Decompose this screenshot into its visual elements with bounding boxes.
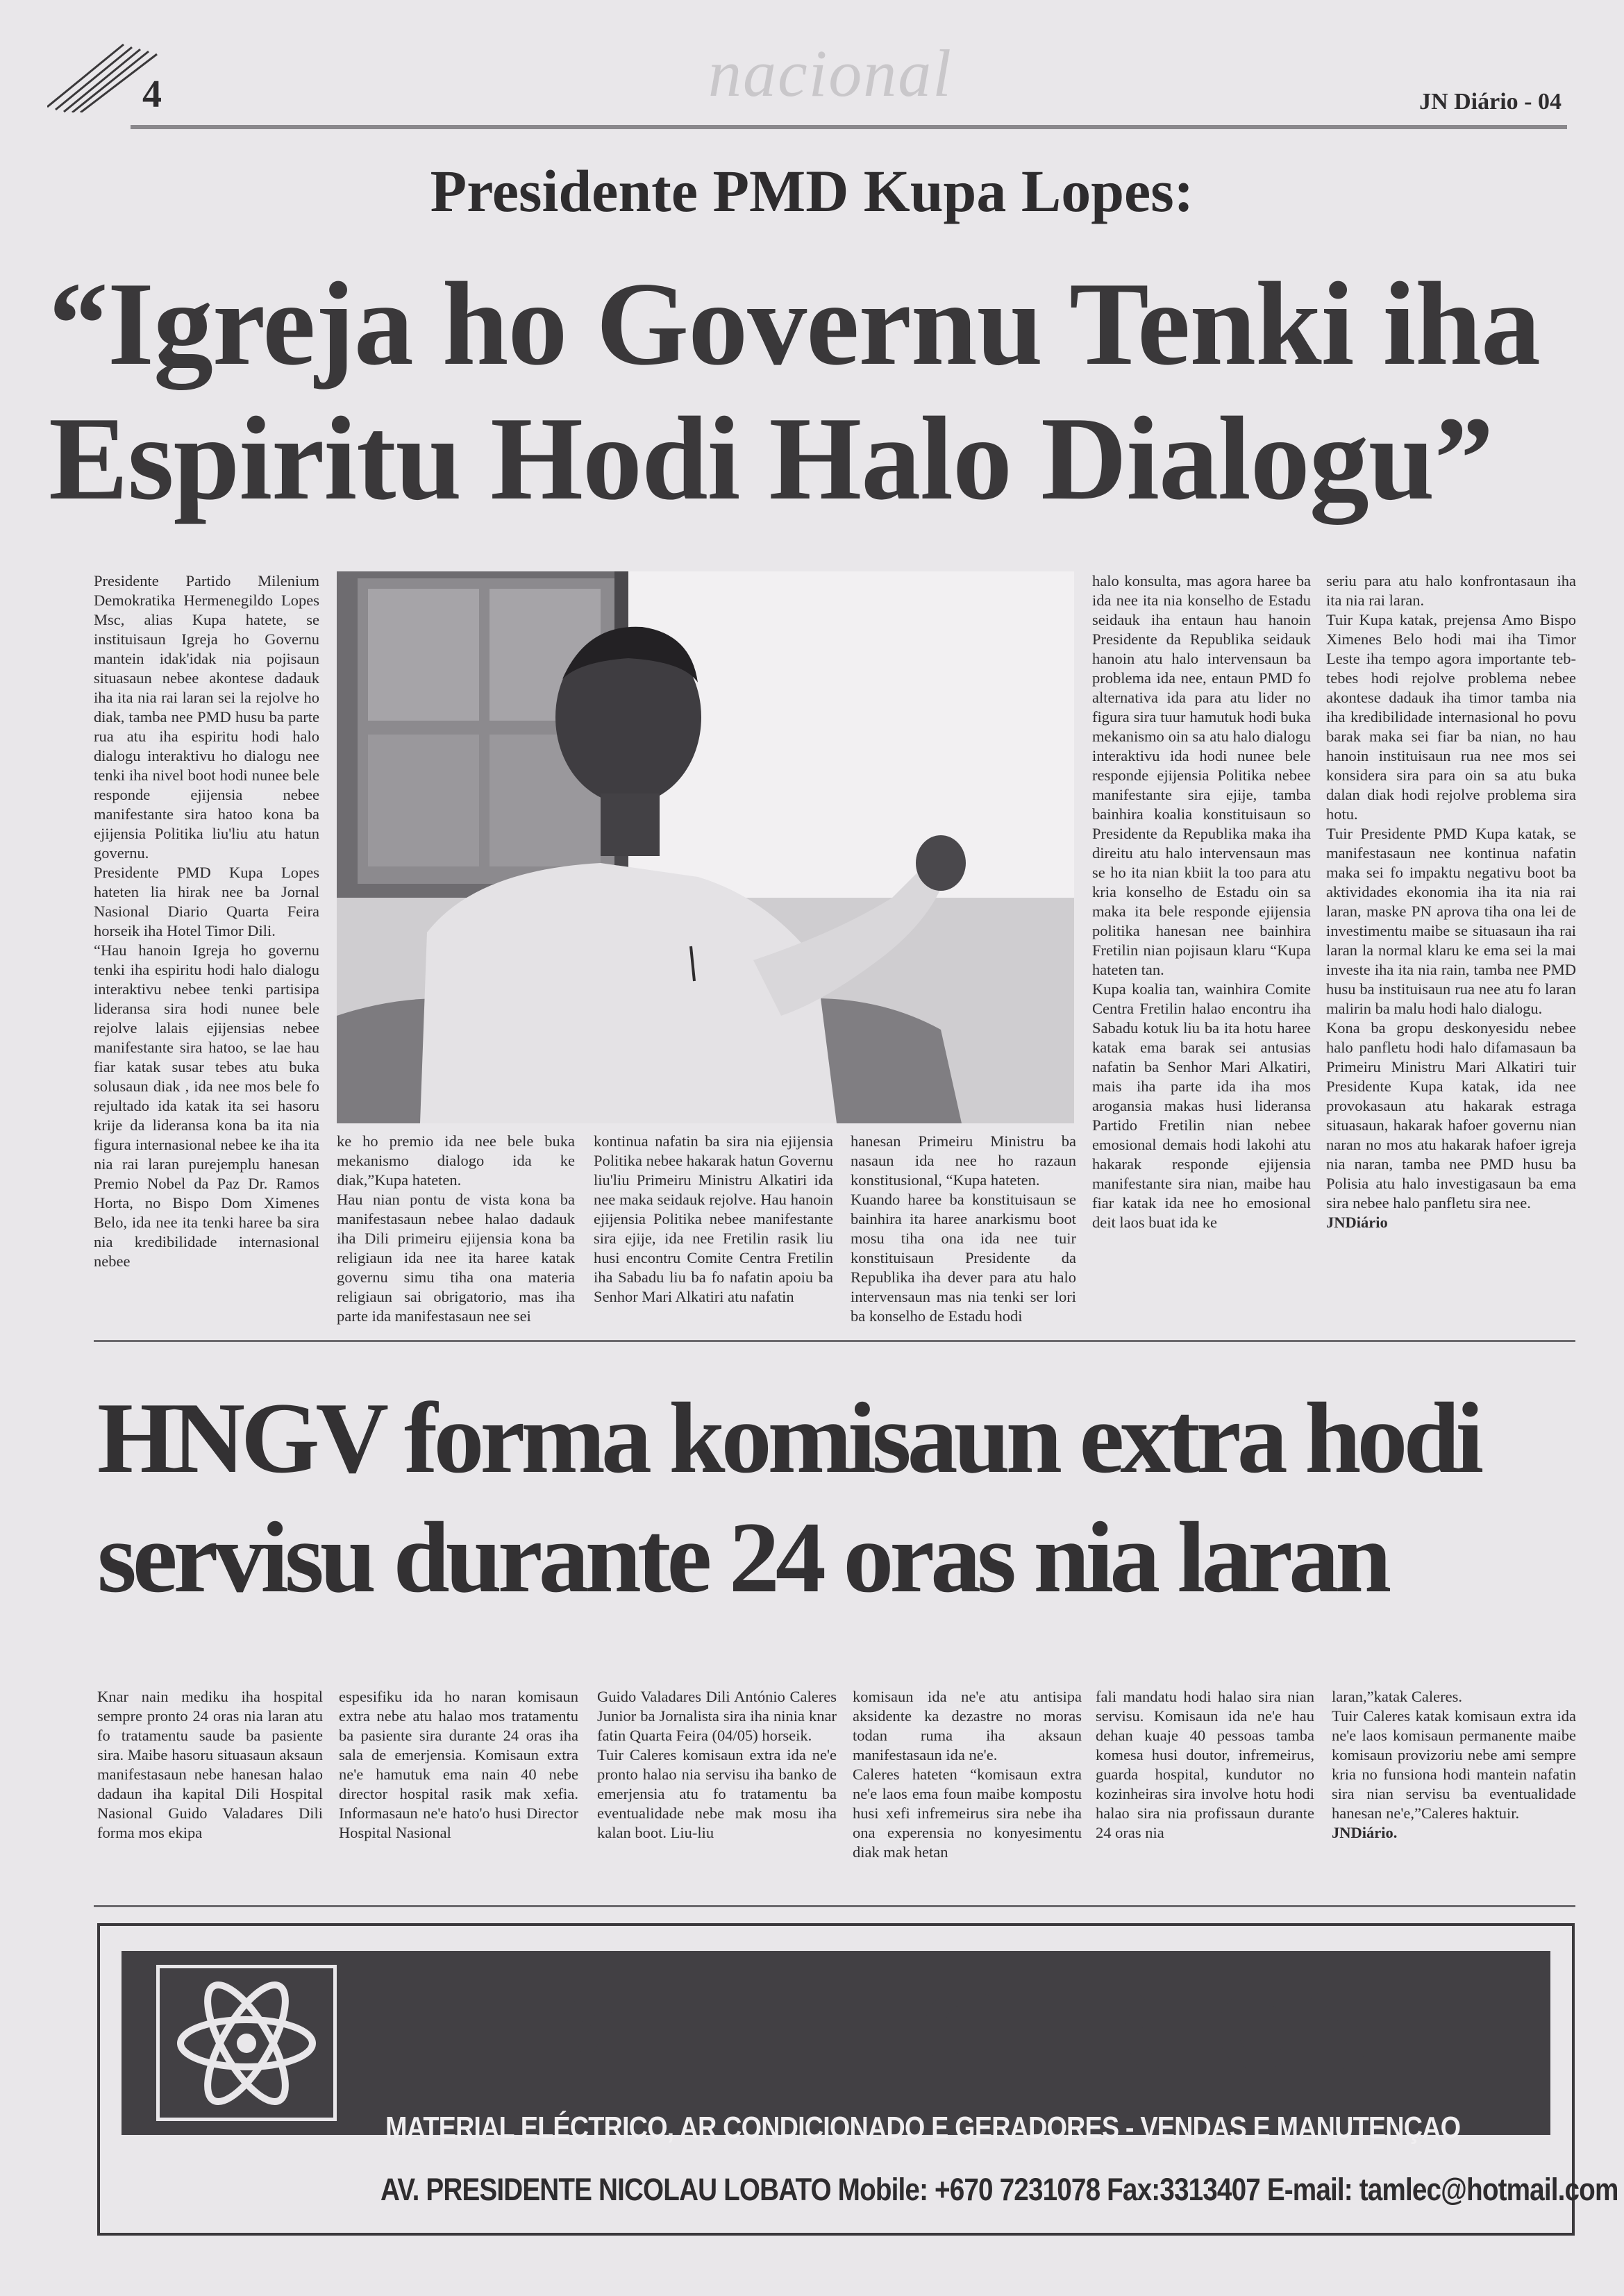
advert-contact: AV. PRESIDENTE NICOLAU LOBATO Mobile: +670 7231078 Fax:3313407 E-mail: tamlec@hotmail.com [380, 2172, 1618, 2207]
article2-headline-line2: servisu durante 24 oras nia laran [97, 1501, 1388, 1614]
article2-signature: JNDiário. [1332, 1824, 1398, 1841]
article1-kicker: Presidente PMD Kupa Lopes: [430, 158, 1194, 224]
article2-headline [97, 1378, 1590, 1618]
article-divider [94, 1340, 1575, 1342]
article2-headline-line1: HNGV forma komisaun extra hodi [97, 1382, 1480, 1494]
article1-column-4: hanesan Primeiru Ministru ba nasaun ida nee ho razaun konstitusional, “Kupa hateten. Kuando haree ba konstituisaun se bainhira ita haree anarkismu boot mosu tiha ona ida nee tuir konstituisaun Presidente da Republika iha dever para atu halo intervensaun mas nia tenki ser lori ba konselho de Estadu hodi [851, 1132, 1076, 1325]
article1-headline-line1: “Igreja ho Governu Tenki iha [49, 258, 1540, 390]
section-title: nacional [708, 36, 953, 110]
article2-column-2: espesifiku ida ho naran komisaun extra nebe atu halao mos tratamentu ba pasiente sira durante 24 oras iha sala de emerjensia. Komisaun extra ne'e hamutuk ema nain 40 nebe director hospital rasik mak xefia. Informasaun ne'e hato'o husi Director Hospital Nasional [339, 1688, 578, 1841]
atom-logo-icon [156, 1965, 337, 2121]
article1-column-5: halo konsulta, mas agora haree ba ida nee ita nia konselho de Estadu seidauk iha entaun hau hanoin Presidente da Republika seidauk hanoin atu halo intervensaun ba problema ida nee, entaun PMD fo alternativa ida para atu lider no figura sira tuur hamutuk hodi buka mekanismo oin sa atu halo dialogu interaktivu ida hodi nunee bele responde ejijensia Politika nebee manifestante sira ejije, tamba bainhira koalia konstituisaun so Presidente da Republika maka iha direitu atu halo intervensaun mas se ho ita nian kbiit la too para atu kria konselho de Estadu oin sa maka ita bele responde ejijensia politika hanesan nee bainhira Fretilin nian pojisaun klaru “Kupa hateten tan. Kupa koalia tan, wainhira Comite Centra Fretilin halao encontru iha Sabadu kotuk liu ba ita hotu haree katak ema barak sei antusias nafatin ba Senhor Mari Alkatiri, mais iha parte ida iha mos arogansia makas husi lideransa Partido Fretilin nian nebee emosional demais hodi lakohi atu hakarak responde ejijensia manifestante sira nian, maibe hau fiar katak ida nee ho emosional deit laos buat ida ke [1092, 572, 1311, 1231]
article2-column-3: Guido Valadares Dili António Caleres Junior ba Jornalista sira iha ninia knar fatin Quarta Feira (04/05) horseik. Tuir Caleres komisaun extra ida ne'e pronto halao nia servisu iha banko de emerjensia atu fo tratamentu ba eventualidade nebe mak mosu iha kalan boot. Liu-liu [597, 1688, 837, 1841]
interview-photo-image [337, 571, 1074, 1123]
article1-signature: JNDiário [1326, 1214, 1388, 1231]
article1-headline-line2: Espiritu Hodi Halo Dialogu” [49, 393, 1493, 526]
article1-column-1: Presidente Partido Milenium Demokratika Hermenegildo Lopes Msc, alias Kupa hatete, se instituisaun Igreja ho Governu mantein idak'idak nia pojisaun situasaun nebee akontese dadauk iha ita nia rai laran sei la rejolve ho diak, tamba nee PMD husu ba parte rua atu iha espiritu hodi halo dialogu interaktivu ho dialogu nee tenki iha nivel boot hodi nunee bele responde ejijensia nebee manifestante sira hatoo kona ba ejijensia Politika liu'liu atu hatun governu. Presidente PMD Kupa Lopes hateten lia hirak nee ba Jornal Nasional Diario Quarta Feira horseik iha Hotel Timor Dili. “Hau hanoin Igreja ho governu tenki iha espiritu hodi halo dialogu interaktivu nebee tenki partisipa lideransa sira hodi nunee bele rejolve lalais ejijensias nebee manifestante sira hatoo, se lae hau fiar katak susar tebes atu buka solusaun diak , ida nee mos bele fo rejultado ida katak ita sei hasoru krije da lideransa kona ba ita nia figura internasional nebee ke iha ita nia rai laran purejemplu hanesan Premio Nobel da Paz Dr. Ramos Horta, no Bispo Dom Ximenes Belo, ida nee ita tenki haree ba sira nia kredibilidade internasional nebee [94, 572, 319, 1270]
article1-column-3: kontinua nafatin ba sira nia ejijensia Politika nebee hakarak hatun Governu liu'liu Primeiru Ministru Alkatiri ida nee maka seidauk rejolve. Hau hanoin ejijensia Politika nebee manifestante sira ejije, ida nee Fretilin rasik liu husi encontru Comite Centra Fretilin iha Sabadu liu ba fo nafatin apoiu ba Senhor Mari Alkatiri atu nafatin [594, 1132, 833, 1305]
article2-column-4: komisaun ida ne'e atu antisipa aksidente ka dezastre no moras todan ruma iha aksaun manifestasaun ida ne'e. Caleres hateten “komisaun extra ne'e laos ema foun maibe kompostu husi xefi infremeirus sira nebe iha ona experensia no konyesimentu diak mak hetan [853, 1688, 1082, 1861]
article2-column-1: Knar nain mediku iha hospital sempre pronto 24 oras nia laran atu fo tratamentu saude ba pasiente sira. Maibe hasoru situasaun aksaun manifestasaun nebe hanesan halao dadaun iha kapital Dili Hospital Nasional Guido Valadares Dili forma mos ekipa [97, 1688, 323, 1841]
article1-column-6: seriu para atu halo konfrontasaun iha ita nia rai laran. Tuir Kupa katak, prejensa Amo Bispo Ximenes Belo hodi mai iha Timor Leste iha tempo agora importante teb-tebes hodi rejolve problema nebee akontese dadauk iha timor tamba nia iha kredibilidade internasional ho povu barak maka sei fiar ba nian, no hau hanoin instituisaun rua nee mos sei konsidera sira para oin sa atu buka dalan diak hodi rejolve problema sira hotu. Tuir Presidente PMD Kupa katak, se manifestasaun nee kontinua nafatin maka sei fo impaktu negativu boot ba aktividades ekonomia iha ita nia rai laran, maske PN aprova tiha ona lei de investimentu maibe se situasaun iha rai laran la normal klaru ke ema sei la mai investe iha ita nia rain, tamba nee PMD husu ba instituisaun rua nee atu fo laran malirin ba malu hodi halo dialogu. Kona ba gropu deskonyesidu nebee halo panfletu hodi halo difamasaun ba Primeiru Ministru Mari Alkatiri tuir Presidente Kupa katak, ida nee provokasaun atu hakarak estraga situasaun, hakarak hafoer governu nian naran no mos atu hakarak hafoer igreja nia naran, tamba nee PMD husu ba Polisia atu halo investigasaun ba ema sira nebee halo panfletu sira nee. JNDiário [1326, 572, 1576, 1231]
header-rule [131, 125, 1567, 129]
article1-column-2: ke ho premio ida nee bele buka mekanismo dialogo ida ke diak,”Kupa hateten. Hau nian pontu de vista kona ba manifestasaun nebee halao dadauk iha Dili primeiru ejijensia kona ba religiaun ida nee ita haree katak governu simu tiha ona materia religiaun sai obrigatorio, mas iha parte ida manifestasaun nee sei [337, 1132, 575, 1325]
issue-label: JN Diário - 04 [1419, 89, 1562, 115]
article2-column-6: laran,”katak Caleres. Tuir Caleres katak komisaun extra ida ne'e laos komisaun permanente maibe komisaun provizoriu nebe ami sempre kria no funsiona hodi mantein nafatin sira nian servisu ba eventualidade hanesan ne'e,”Caleres haktuir. JNDiário. [1332, 1688, 1576, 1841]
interview-photo [337, 571, 1074, 1123]
article1-headline [49, 257, 1576, 527]
advert-tagline: MATERIAL ELÉCTRICO, AR CONDICIONADO E GERADORES - VENDAS E MANUTENÇAO [385, 2111, 1461, 2145]
advert-brand: TAM ELECTRICS [378, 1972, 1381, 2093]
page-number: 4 [142, 73, 162, 116]
article2-column-5: fali mandatu hodi halao sira nian servisu. Komisaun ida ne'e hau dehan kuaje 40 pessoas tamba komesa husi doutor, infremeirus, guarda hospital, kundutor no kozinheiras sira involve hotu hodi halao sira nia profissaun durante 24 oras nia [1096, 1688, 1314, 1841]
advert-divider [94, 1905, 1575, 1907]
